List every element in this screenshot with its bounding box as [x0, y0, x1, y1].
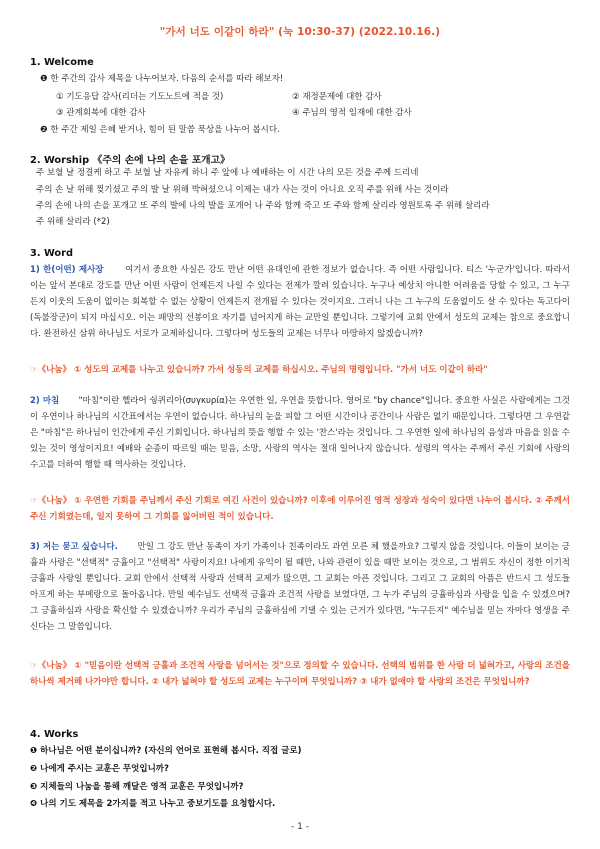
worship-lyric-line: 주 위해 살리라 (*2) [36, 217, 110, 227]
word-paragraph-3 [30, 539, 570, 635]
welcome-sub-2: ② 재정문제에 대한 감사 [292, 92, 382, 102]
paragraph-3-label: 3) 저는 묻고 싶습니다. [30, 542, 118, 552]
welcome-heading: 1. Welcome [30, 57, 94, 68]
sharing-question-2: ☞《나눔》 ① 우연한 기회를 주님께서 주신 기회로 여긴 사건이 있습니까? 이후에 이루어진 영적 성장과 성숙이 있다면 나누어 봅시다. ② 주께서 주신 기회였는데, 일지 못하여 그 기회를 잃어버린 적이 있습니다. [30, 496, 570, 522]
welcome-sub-3: ③ 관계회복에 대한 감사 [56, 108, 146, 118]
word-heading: 3. Word [30, 248, 73, 259]
paragraph-3-text: 만일 그 강도 만난 동족이 자기 가족이나 친족이라도 과연 모른 체 했을까요? 그렇지 않을 것입니다. 이들이 보이는 긍휼과 사랑은 "선택적" 긍휼이고 "선택적" 사랑이지요! 나에게 유익이 될 때만, 나와 관련이 있을 때만 보이는 것으로, 그 범위도 자신이 정한 이기적 긍휼과 사랑일 뿐입니다. 교회 안에서 선택적 사랑과 선택적 교제가 많으면, 그 교회는 아픈 것입니다. 그리고 그 교회의 아픔은 반드시 그 성도들 아프게 하는 부메랑으로 돌아옵니다. 만일 예수님도 선택적 긍휼과 조건적 사랑을 보였다면, 그 누가 주님의 긍휼하심과 사랑을 입을 수 있겠으며? 그 긍휼하심과 사랑을 확신할 수 있겠습니까? 우리가 주님의 긍휼하심에 기댈 수 있는 근거가 있다면, "누구든지" 예수님을 믿는 자마다 영생을 주신다는 그 말씀입니다. [30, 542, 570, 632]
worship-lyric-line: 주의 손에 나의 손을 포개고 또 주의 발에 나의 발을 포개어 나 주와 함께 죽고 또 주와 함께 살리라 영원토록 주 위해 살리라 [36, 201, 490, 211]
welcome-sub-1: ① 기도응답 감사(리더는 기도노트에 적을 것) [56, 92, 224, 102]
welcome-sub-4: ④ 주님의 영적 임재에 대한 감사 [292, 108, 412, 118]
worship-heading: 2. Worship 《주의 손에 나의 손을 포개고》 [30, 155, 230, 166]
works-item: ❹ 나의 기도 제목을 2가지를 적고 나누고 중보기도를 요청합시다. [30, 799, 276, 809]
works-item: ❸ 지체들의 나눔을 통해 깨달은 영적 교훈은 무엇입니까? [30, 782, 244, 792]
works-item: ❷ 나에게 주시는 교훈은 무엇입니까? [30, 764, 169, 774]
word-paragraph-2 [30, 393, 570, 473]
works-item: ❶ 하나님은 어떤 분이십니까? (자신의 언어로 표현해 봅시다. 직접 글로) [30, 746, 302, 756]
page-number: - 1 - [291, 822, 309, 832]
welcome-item-1: ❶ 한 주간의 감사 제목을 나누어보자. 다음의 순서를 따라 해보자! [40, 74, 284, 84]
paragraph-1-text: 여기서 중요한 사실은 강도 만난 어떤 유대인에 관한 정보가 없습니다. 즉 어떤 사람입니다. 티스 '누군가'입니다. 따라서 이는 앞서 본대로 강도를 만난 어떤 사람이 언제든지 나일 수 있다는 전제가 깔려 있습니다. 누구나 예상치 아니한 어려움을 당할 수 있고, 그 누구든지 이웃의 도움이 없이는 회복할 수 없는 상황이 언제든지 전개될 수 있다는 것이지요. 그러니 나는 그 누구의 도움없이도 살 수 있다는 독고다이(독불장군)이 되지 마십시오. 이는 패망의 선봉이요 자기를 넘어지게 하는 교만일 뿐입니다. 그렇기에 교회 안에서 성도의 교제는 참으로 중요합니다. 완전하신 삼위 하나님도 서로가 교제하십니다. 그렇다며 성도들의 교제는 너무나 마땅하지 않겠습니까? [30, 265, 570, 339]
welcome-item-2: ❷ 한 주간 제일 은혜 받거나, 힘이 된 말씀 묵상을 나누어 봅시다. [40, 125, 280, 135]
paragraph-2-text: "마침"이란 헬라어 쉉퀴리아(συγκυρία)는 우연한 일, 우연을 뜻합니다. 영어로 "by chance"입니다. 중요한 사실은 사람에게는 그것이 우연이나 하나님의 시간표에서는 우연이 없습니다. 하나님의 눈을 피할 그 어떤 시간이나 공간이나 사람은 없기 때문입니다. 그렇다면 그 우연같은 "마침"은 하나님이 인간에게 주신 기회입니다. 하나님의 뜻을 행할 수 있는 '찬스'라는 것입니다. 그 우연한 일에 하나님의 음성과 마음을 읽을 수 있는 것이 영성이지요! 예배와 순종이 따르일 때는 믿음, 소망, 사랑의 역사는 절대 일어나지 않습니다. 성령의 역사는 주께서 주신 기회에 사랑의 수고를 더하여 행할 때 역사하는 것입니다. [30, 396, 570, 470]
sharing-question-3: ☞《나눔》 ① "믿음이란 선택적 긍휼과 조건적 사랑을 넘어서는 것"으로 정의할 수 있습니다. 선택의 범위를 한 사람 더 넓혀가고, 사랑의 조건을 하나씩 제거해 나가야만 합니다. ② 내가 넓혀야 할 성도의 교제는 누구이며 무엇입니까? ③ 내가 없애야 할 사랑의 조건은 무엇입니까? [30, 661, 570, 687]
word-paragraph-1 [30, 262, 570, 342]
paragraph-1-label: 1) 한(어떤) 제사장 [30, 265, 104, 275]
worship-lyric-line: 주의 손 날 위해 찢기셨고 주의 발 날 위해 박혀셨으니 이제는 내가 사는 것이 아니요 오직 주를 위해 사는 것이라 [36, 185, 449, 195]
works-heading: 4. Works [30, 729, 79, 740]
sharing-question-1: ☞《나눔》 ① 성도의 교제를 나누고 있습니까? 가서 성동의 교제를 하십시오. 주님의 명령입니다. "가서 너도 이같이 하라" [30, 365, 488, 375]
paragraph-2-label: 2) 마침 [30, 396, 60, 406]
worship-lyric-line: 주 보혈 날 정결케 하고 주 보혈 날 자유케 하니 주 앞에 나 예배하는 이 시간 나의 모든 것을 주께 드리네 [36, 168, 419, 178]
document-title: "가서 너도 이같이 하라" (눅 10:30-37) (2022.10.16.) [159, 26, 441, 38]
